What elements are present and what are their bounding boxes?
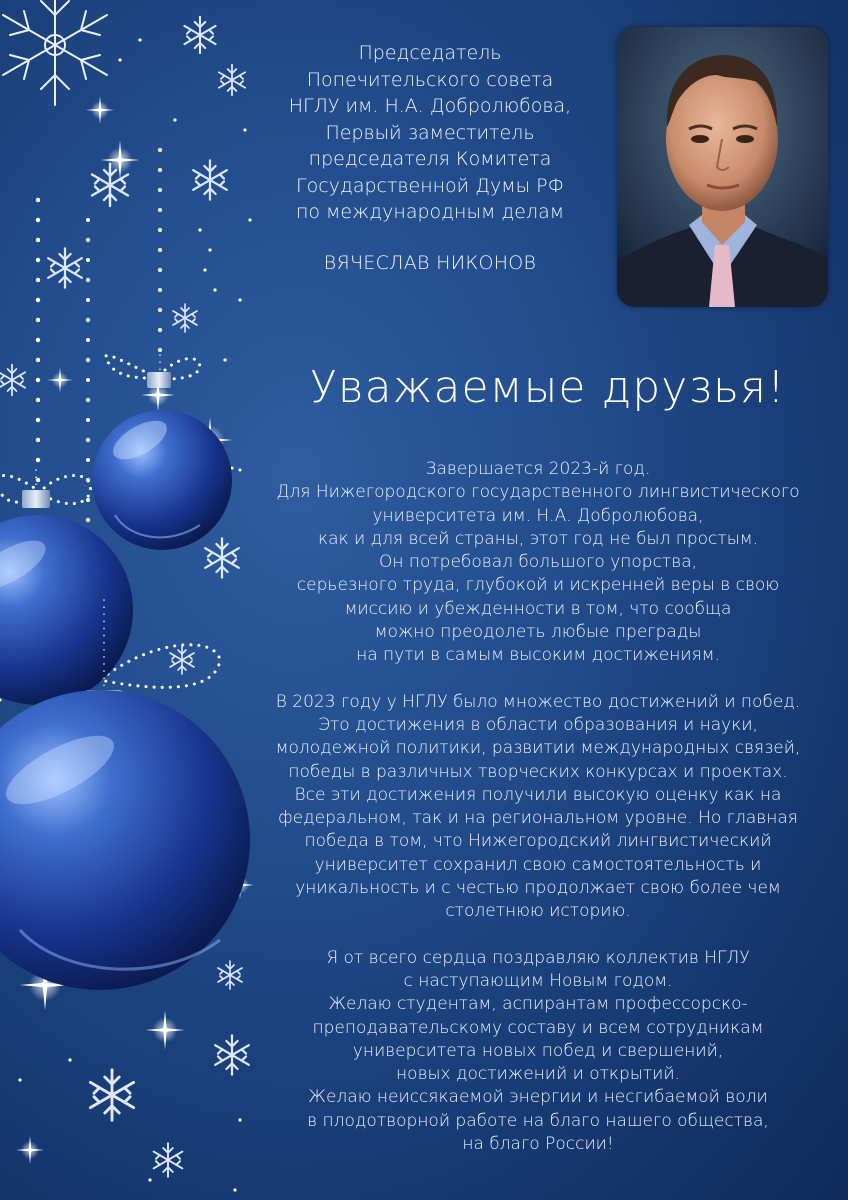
letter-body: [248, 458, 828, 1179]
text-line: университета новых побед и свершений,: [352, 1040, 724, 1061]
text-line: победа в том, что Нижегородский лингвистический: [304, 831, 772, 852]
text-line: университета им. Н.А. Добролюбова,: [372, 505, 704, 526]
text-line: можно преодолеть любые преграды: [374, 622, 702, 643]
text-line: новых достижений и открытий.: [396, 1064, 680, 1085]
christmas-ornament-icon: [0, 690, 250, 990]
text-line: миссию и убежденности в том, что сообща: [344, 598, 732, 619]
title-line: председателя Комитета: [308, 148, 552, 170]
text-line: Все эти достижения получили высокую оценку как на: [294, 784, 782, 805]
text-line: победы в различных творческих конкурсах и проектах.: [288, 761, 788, 782]
text-line: как и для всей страны, этот год не был простым.: [318, 528, 758, 549]
text-line: преподавательскому составу и всем сотрудникам: [312, 1017, 764, 1038]
text-line: Я от всего сердца поздравляю коллектив НГЛУ: [326, 947, 750, 968]
text-line: молодежной политики, развитии международных связей,: [275, 738, 801, 759]
title-line: по международным делам: [295, 201, 565, 223]
text-line: с наступающим Новым годом.: [403, 970, 673, 991]
portrait-photo: [617, 27, 828, 307]
text-line: столетнюю историю.: [445, 901, 631, 922]
title-line: Попечительского совета: [306, 68, 554, 91]
text-line: Завершается 2023-й год.: [425, 459, 651, 479]
snowflake-icon: [3, 0, 107, 105]
text-line: В 2023 году у НГЛУ было множество достижений и побед.: [275, 691, 801, 712]
text-line: на пути в самым высоким достижениям.: [356, 645, 720, 666]
paragraph: [248, 947, 828, 1157]
text-line: уникальность и с честью продолжает свою более чем: [295, 878, 781, 899]
text-line: в плодотворной работе на благо нашего общества,: [307, 1110, 769, 1131]
text-line: университет сохранил свою самостоятельность и: [314, 854, 762, 875]
text-line: серьезного труда, глубокой и искренней веры в свою: [296, 575, 780, 596]
title-line: НГЛУ им. Н.А. Добролюбова,: [288, 95, 572, 117]
author-title: [258, 40, 602, 276]
paragraph: [248, 691, 828, 924]
text-line: Для Нижегородского государственного лингвистического: [276, 482, 800, 503]
text-line: Он потребовал большого упорства,: [378, 552, 698, 573]
text-line: Желаю неиссякаемой энергии и несгибаемой воли: [308, 1087, 768, 1108]
title-line: Государственной Думы РФ: [296, 174, 564, 197]
text-line: федеральном, так и на региональном уровне. Но главная: [278, 808, 798, 829]
author-name: ВЯЧЕСЛАВ НИКОНОВ: [323, 251, 537, 274]
greeting-heading: Уважаемые друзья!: [310, 362, 786, 413]
text-line: на благо России!: [462, 1134, 614, 1155]
title-line: Председатель: [358, 42, 502, 64]
title-line: Первый заместитель: [325, 121, 535, 144]
paragraph: [248, 458, 828, 668]
text-line: Желаю студентам, аспирантам профессорско-: [328, 994, 748, 1015]
text-line: Это достижения в области образования и науки,: [318, 714, 758, 735]
